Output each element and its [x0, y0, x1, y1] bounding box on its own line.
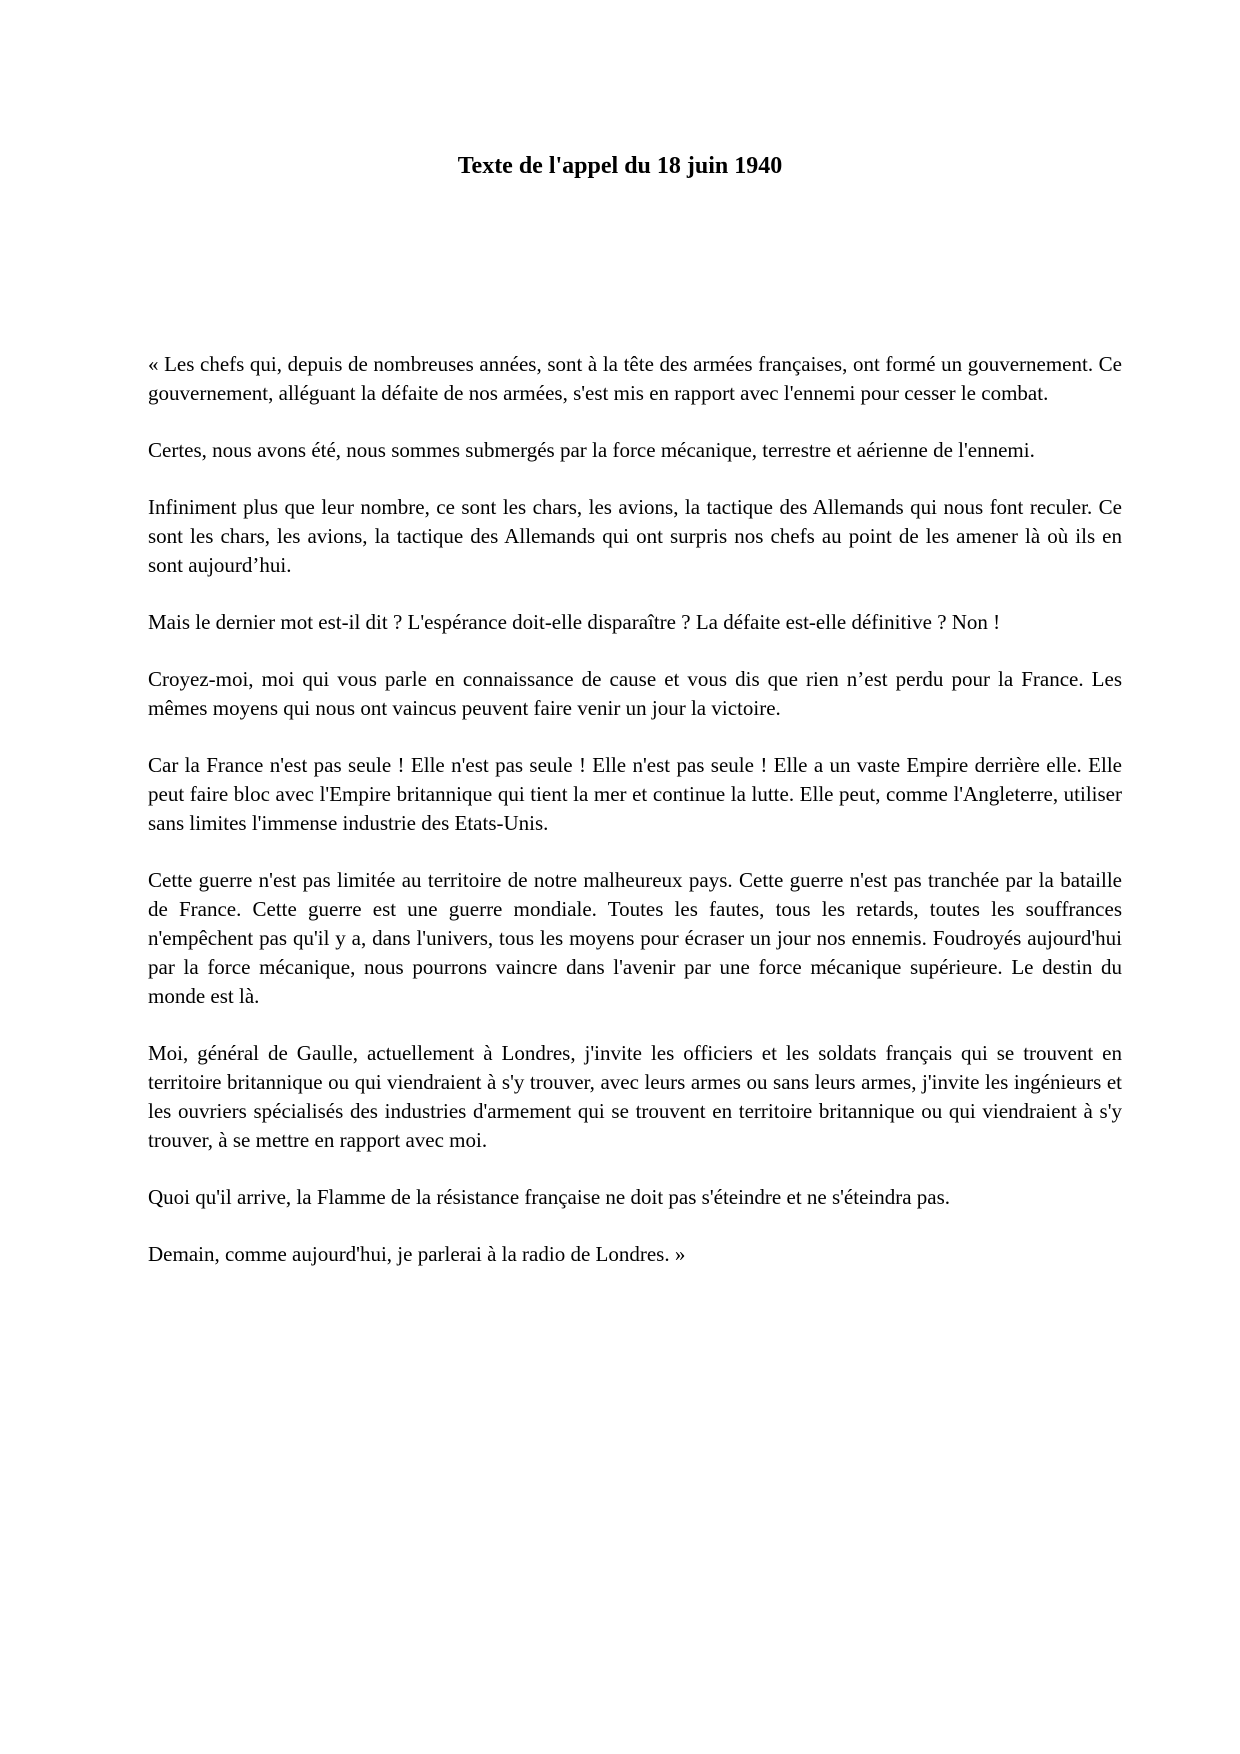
paragraph-1: « Les chefs qui, depuis de nombreuses années, sont à la tête des armées françaises, ont formé un gouvernement. Ce gouvernement, alléguant la défaite de nos armées, s'est mis en rapport avec l'ennemi pour cesser le combat.	[148, 352, 1122, 405]
paragraph-7: Cette guerre n'est pas limitée au territoire de notre malheureux pays. Cette guerre n'est pas tranchée par la bataille de France. Cette guerre est une guerre mondiale. Toutes les fautes, tous les retards, toutes les souffrances n'empêchent pas qu'il y a, dans l'univers, tous les moyens pour écraser un jour nos ennemis. Foudroyés aujourd'hui par la force mécanique, nous pourrons vaincre dans l'avenir par une force mécanique supérieure. Le destin du monde est là.	[148, 868, 1122, 1008]
paragraph-4: Mais le dernier mot est-il dit ? L'espérance doit-elle disparaître ? La défaite est-elle définitive ? Non !	[148, 610, 1001, 634]
paragraph-3: Infiniment plus que leur nombre, ce sont les chars, les avions, la tactique des Allemands qui nous font reculer. Ce sont les chars, les avions, la tactique des Allemands qui ont surpris nos chefs au point de les amener là où ils en sont aujourd’hui.	[148, 495, 1122, 577]
document-title: Texte de l'appel du 18 juin 1940	[457, 153, 783, 179]
paragraph-5: Croyez-moi, moi qui vous parle en connaissance de cause et vous dis que rien n’est perdu pour la France. Les mêmes moyens qui nous ont vaincus peuvent faire venir un jour la victoire.	[148, 667, 1122, 720]
paragraph-10: Demain, comme aujourd'hui, je parlerai à la radio de Londres. »	[148, 1242, 686, 1266]
paragraph-8: Moi, général de Gaulle, actuellement à Londres, j'invite les officiers et les soldats français qui se trouvent en territoire britannique ou qui viendraient à s'y trouver, avec leurs armes ou sans leurs armes, j'invite les ingénieurs et les ouvriers spécialisés des industries d'armement qui se trouvent en territoire britannique ou qui viendraient à s'y trouver, à se mettre en rapport avec moi.	[148, 1041, 1122, 1152]
paragraph-9: Quoi qu'il arrive, la Flamme de la résistance française ne doit pas s'éteindre et ne s'éteindra pas.	[148, 1185, 951, 1209]
document-body	[148, 350, 1122, 1297]
paragraph-2: Certes, nous avons été, nous sommes submergés par la force mécanique, terrestre et aérienne de l'ennemi.	[148, 438, 1035, 462]
paragraph-6: Car la France n'est pas seule ! Elle n'est pas seule ! Elle n'est pas seule ! Elle a un vaste Empire derrière elle. Elle peut faire bloc avec l'Empire britannique qui tient la mer et continue la lutte. Elle peut, comme l'Angleterre, utiliser sans limites l'immense industrie des Etats-Unis.	[148, 753, 1122, 835]
